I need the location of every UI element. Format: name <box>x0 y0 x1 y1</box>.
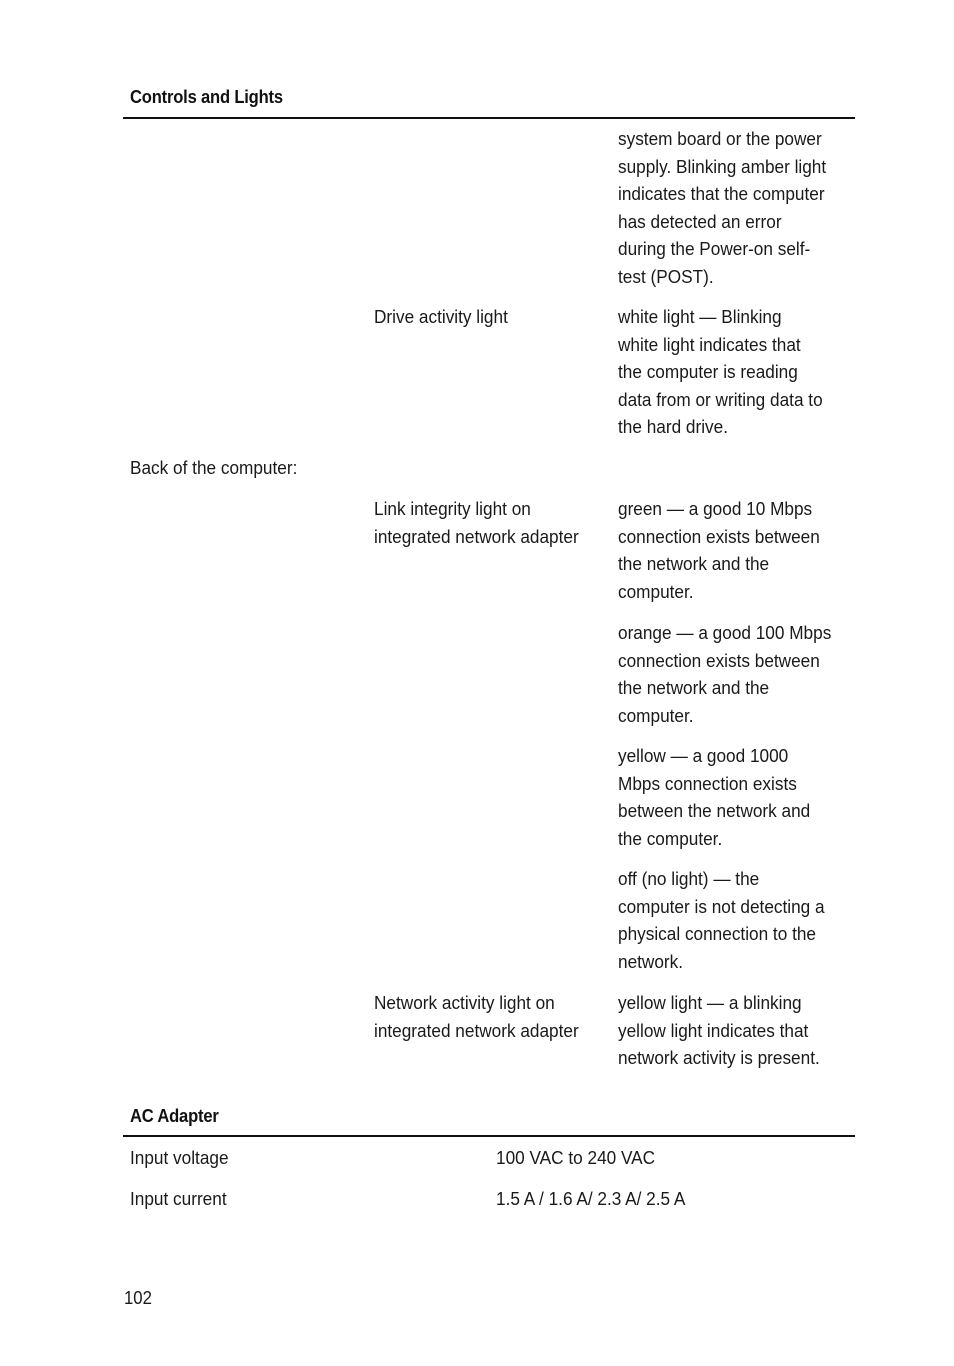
section-heading-controls-and-lights: Controls and Lights <box>130 87 283 107</box>
drive-activity-light-label: Drive activity light <box>374 306 508 327</box>
link-integrity-light-label: Link integrity light on integrated network adapter <box>374 498 579 547</box>
input-voltage-label: Input voltage <box>130 1147 229 1168</box>
input-voltage-value: 100 VAC to 240 VAC <box>496 1147 656 1168</box>
link-integrity-state-green: green — a good 10 Mbps connection exists between the network and the computer. <box>618 498 820 602</box>
section-heading-ac-adapter: AC Adapter <box>130 1106 219 1126</box>
network-activity-light-label: Network activity light on integrated network adapter <box>374 992 579 1041</box>
input-current-label: Input current <box>130 1188 227 1209</box>
link-integrity-state-off: off (no light) — the computer is not detecting a physical connection to the network. <box>618 868 825 972</box>
network-activity-light-description: yellow light — a blinking yellow light indicates that network activity is present. <box>618 992 820 1068</box>
back-of-computer-label: Back of the computer: <box>130 457 298 478</box>
page-number: 102 <box>124 1288 152 1308</box>
input-current-value: 1.5 A / 1.6 A/ 2.3 A/ 2.5 A <box>496 1188 686 1209</box>
link-integrity-state-orange: orange — a good 100 Mbps connection exists between the network and the computer. <box>618 622 832 726</box>
section-rule <box>123 117 855 119</box>
section-rule <box>123 1135 855 1137</box>
link-integrity-state-yellow: yellow — a good 1000 Mbps connection exists between the network and the computer. <box>618 745 811 849</box>
drive-activity-light-description: white light — Blinking white light indicates that the computer is reading data from or writing data to the hard drive. <box>618 306 823 437</box>
power-light-description-continued: system board or the power supply. Blinking amber light indicates that the computer has detected an error during the Power-on self- test (POST). <box>618 128 827 287</box>
